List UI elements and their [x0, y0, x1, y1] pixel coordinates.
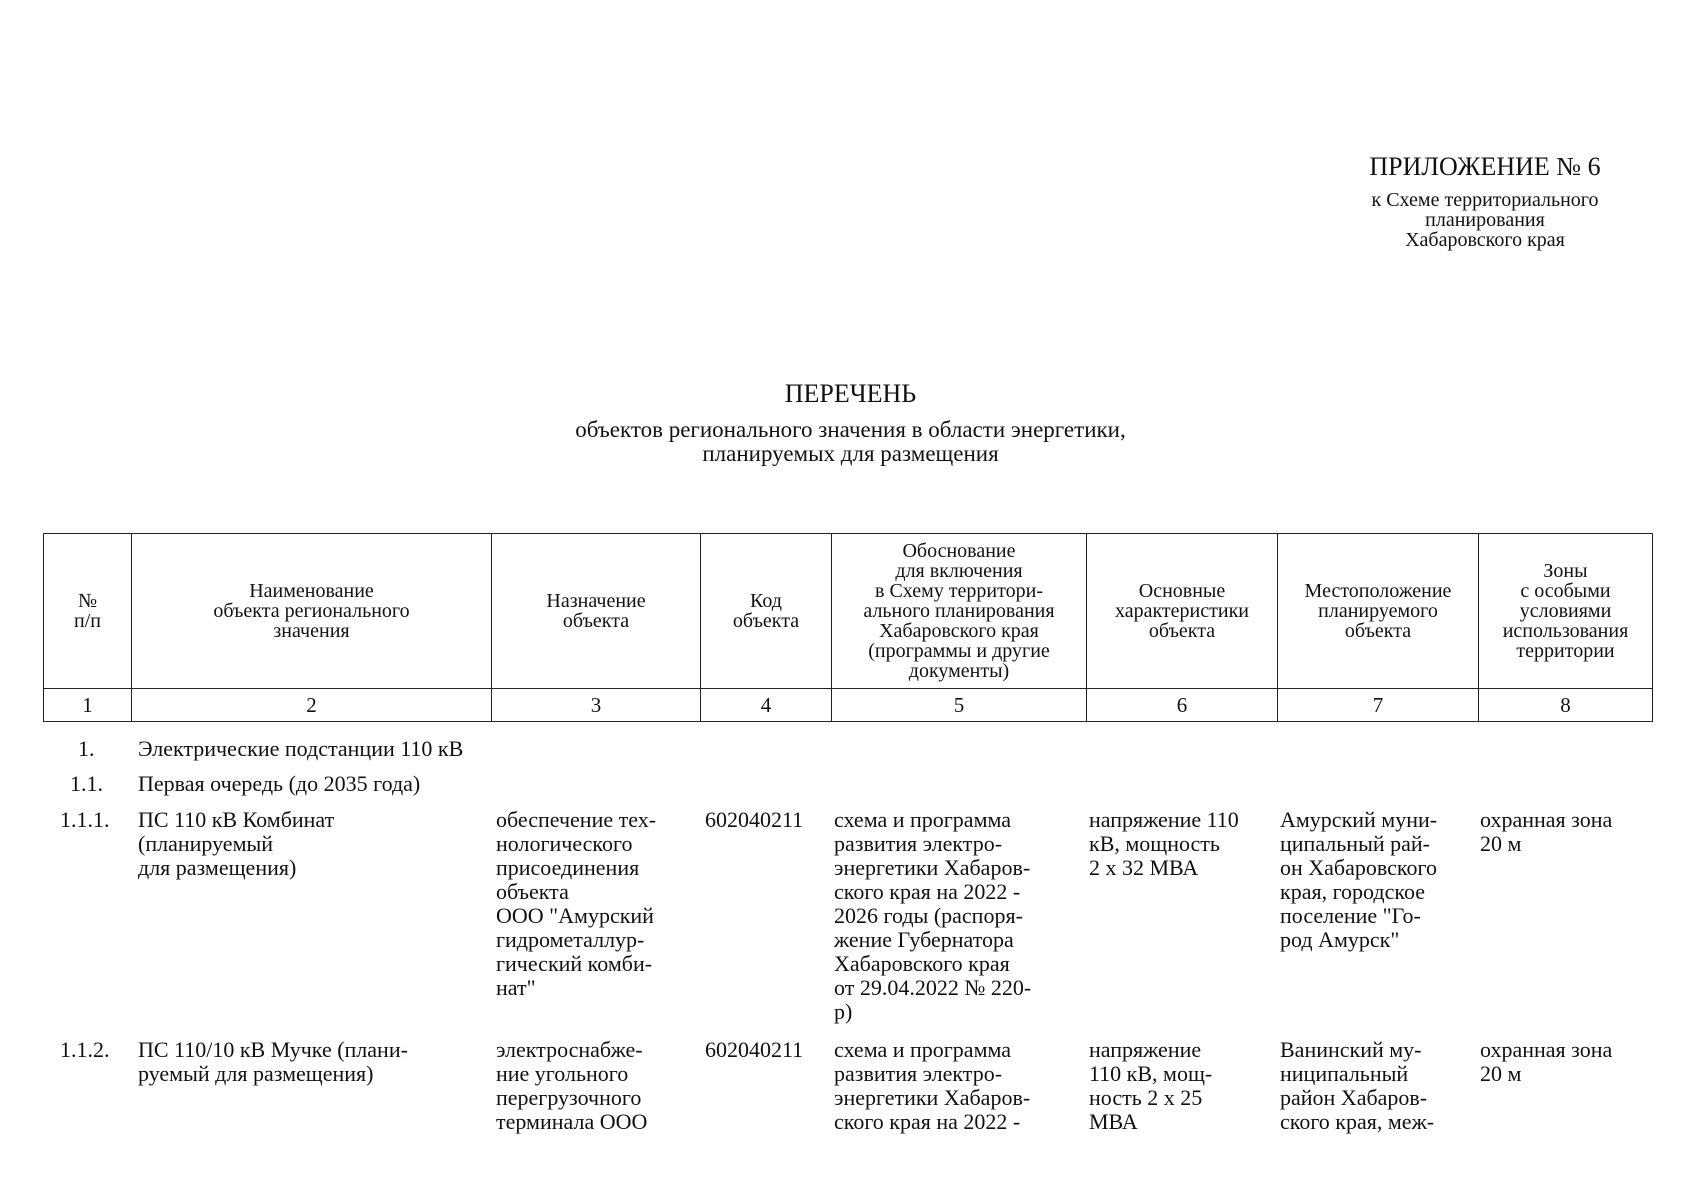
section-label: Первая очередь (до 2035 года)	[138, 771, 421, 796]
object-name: ПС 110/10 кВ Мучке (плани- руемый для размещения)	[138, 1037, 408, 1086]
column-number: 2	[132, 689, 492, 722]
column-header: Назначение объекта	[492, 534, 701, 689]
object-characteristics: напряжение 110 кВ, мощ- ность 2 х 25 МВА	[1089, 1037, 1213, 1134]
document-subtitle-line: объектов регионального значения в области энергетики,	[575, 417, 1126, 442]
object-location: Ванинский му- ниципальный район Хабаров- ского края, меж-	[1280, 1037, 1435, 1134]
column-header: Наименование объекта регионального значения	[132, 534, 492, 689]
column-header: Основные характеристики объекта	[1087, 534, 1278, 689]
section-number: 1.	[78, 736, 95, 761]
document-subtitle-line: планируемых для размещения	[702, 441, 999, 466]
inclusion-basis: схема и программа развития электро- энергетики Хабаров- ского края на 2022 -	[834, 1037, 1031, 1134]
special-zones: охранная зона 20 м	[1480, 807, 1613, 856]
column-header: № п/п	[44, 534, 132, 689]
column-number: 4	[701, 689, 832, 722]
row-number: 1.1.2.	[60, 1037, 110, 1062]
row-number: 1.1.1.	[60, 807, 110, 832]
object-location: Амурский муни- ципальный рай- он Хабаровского края, городское поселение "Го- род Амурск"	[1280, 807, 1438, 952]
object-characteristics: напряжение 110 кВ, мощность 2 х 32 МВА	[1089, 807, 1239, 880]
column-number: 1	[44, 689, 132, 722]
column-header: Местоположение планируемого объекта	[1278, 534, 1479, 689]
column-number: 7	[1278, 689, 1479, 722]
object-purpose: обеспечение тех- нологического присоединения объекта ООО "Амурский гидрометаллур- гический комби- нат"	[496, 807, 657, 1000]
appendix-line: Хабаровского края	[1405, 229, 1565, 251]
object-code: 602040211	[705, 1037, 804, 1062]
section-number: 1.1.	[70, 771, 103, 796]
document-title: ПЕРЕЧЕНЬ	[784, 379, 917, 408]
column-number: 6	[1087, 689, 1278, 722]
column-number: 8	[1479, 689, 1653, 722]
column-header: Код объекта	[701, 534, 832, 689]
object-purpose: электроснабже- ние угольного перегрузочного терминала ООО	[496, 1037, 648, 1134]
column-header: Зоны с особыми условиями использования территории	[1479, 534, 1653, 689]
column-number: 5	[832, 689, 1087, 722]
special-zones: охранная зона 20 м	[1480, 1037, 1613, 1086]
inclusion-basis: схема и программа развития электро- энергетики Хабаров- ского края на 2022 - 2026 годы (распоря- жение Губернатора Хабаровского края от 29.04.2022 № 220- р)	[834, 807, 1032, 1024]
appendix-line: планирования	[1425, 209, 1545, 231]
appendix-title: ПРИЛОЖЕНИЕ № 6	[1369, 152, 1601, 181]
object-name: ПС 110 кВ Комбинат (планируемый для размещения)	[138, 807, 335, 880]
column-header: Обоснование для включения в Схему территори- ального планирования Хабаровского края (программы и другие документы)	[832, 534, 1087, 689]
section-label: Электрические подстанции 110 кВ	[138, 736, 464, 761]
appendix-line: к Схеме территориального	[1371, 189, 1599, 211]
column-number: 3	[492, 689, 701, 722]
object-code: 602040211	[705, 807, 804, 832]
